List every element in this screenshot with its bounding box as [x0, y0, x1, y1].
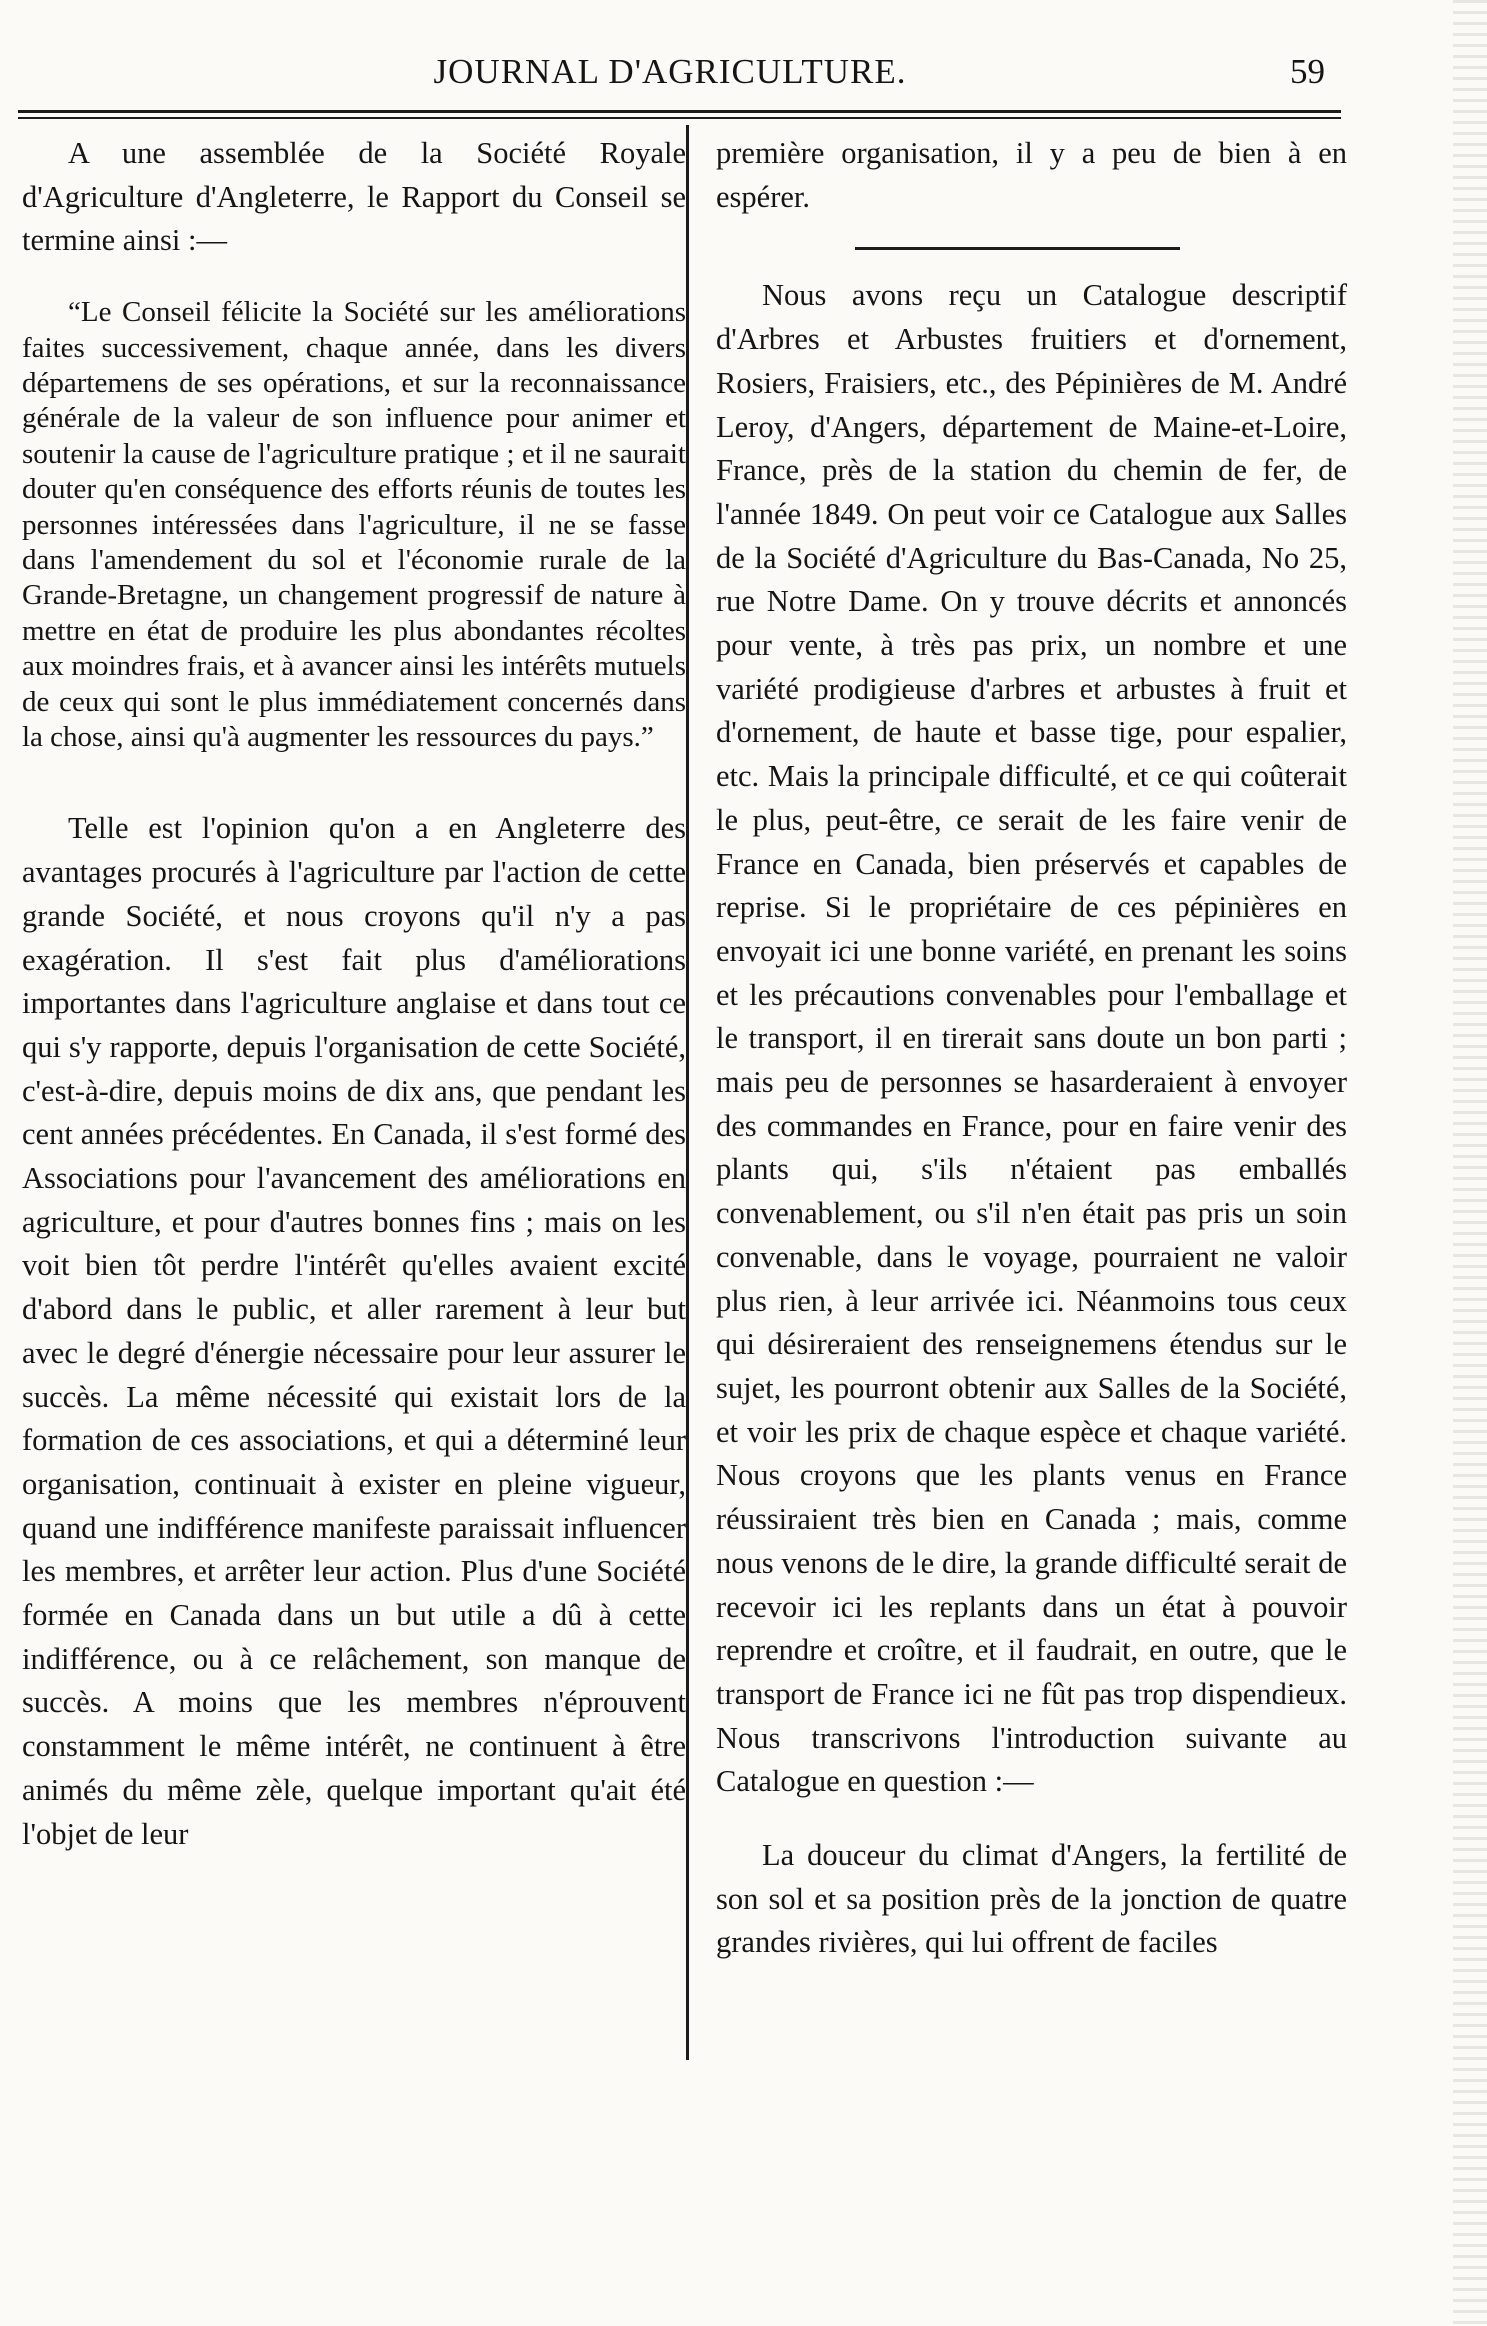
spacer [716, 1804, 1347, 1834]
spacer [22, 755, 686, 807]
continuation-paragraph: première organisation, il y a peu de bien à en espérer. [716, 136, 1347, 214]
spacer [22, 263, 686, 295]
header-rule-thin [18, 117, 1341, 119]
catalogue-excerpt: La douceur du climat d'Angers, la fertilité de son sol et sa position près de la jonction de quatre grandes rivières, qui lui offrent de faciles [716, 1838, 1347, 1960]
page-number: 59 [1290, 52, 1325, 91]
right-column [716, 132, 1347, 1965]
council-quote: “Le Conseil félicite la Société sur les améliorations faites successivement, chaque année, dans les divers départemens de ses opérations, et sur la reconnaissance générale de la valeur de son influence pour animer et soutenir la cause de l'agriculture pratique ; et il ne saurait douter qu'en conséquence des efforts réunis de toutes les personnes intéressées dans l'agriculture, il ne se fasse dans l'amendement du sol et l'économie rurale de la Grande-Bretagne, un changement progressif de nature à mettre en état de produire les plus abondantes récoltes aux moindres frais, et à avancer ainsi les intérêts mutuels de ceux qui sont le plus immédiatement concernés dans la chose, ainsi qu'à augmenter les ressources du pays.” [22, 296, 686, 753]
header-rule-thick [18, 110, 1341, 113]
section-separator [855, 247, 1180, 250]
running-head-title: JOURNAL D'AGRICULTURE. [433, 52, 907, 91]
catalogue-paragraph: Nous avons reçu un Catalogue descriptif d'Arbres et Arbustes fruitiers et d'ornement, Rosiers, Fraisiers, etc., des Pépinières de M. André Leroy, d'Angers, département de Maine-et-Loire, France, près de la station du chemin de fer, de l'année 1849. On peut voir ce Catalogue aux Salles de la Société d'Agriculture du Bas-Canada, No 25, rue Notre Dame. On y trouve décrits et annoncés pour vente, à très pas prix, un nombre et une variété prodigieuse d'arbres et arbustes à fruit et d'ornement, de haute et basse tige, pour espalier, etc. Mais la principale difficulté, et ce qui coûterait le plus, peut-être, ce serait de les faire venir de France en Canada, bien préservés et capables de reprise. Si le propriétaire de ces pépinières en envoyait ici une bonne variété, en prenant les soins et les précautions convenables pour l'emballage et le transport, il en tirerait sans doute un bon parti ; mais peu de personnes se hasarderaient à envoyer des commandes en France, pour en faire venir des plants qui, s'ils n'étaient pas emballés convenablement, ou s'il n'en était pas pris un soin convenable, dans le voyage, pourraient ne valoir plus rien, à leur arrivée ici. Néanmoins tous ceux qui désireraient des renseignemens étendus sur le sujet, les pourront obtenir aux Salles de la Société, et voir les prix de chaque espèce et chaque variété. Nous croyons que les plants venus en France réussiraient très bien en Canada ; mais, comme nous venons de le dire, la grande difficulté serait de recevoir ici les replants dans un état à pouvoir reprendre et croître, et il faudrait, en outre, que le transport de France ici ne fût pas trop dispendieux. Nous transcrivons l'introduction suivante au Catalogue en question :— [716, 278, 1347, 1799]
intro-paragraph: A une assemblée de la Société Royale d'Agriculture d'Angleterre, le Rapport du Conseil se termine ainsi :— [22, 136, 686, 258]
scan-edge-noise [1453, 0, 1487, 2326]
commentary-paragraph: Telle est l'opinion qu'on a en Angleterre des avantages procurés à l'agriculture par l'action de cette grande Société, et nous croyons qu'il n'y a pas exagération. Il s'est fait plus d'améliorations importantes dans l'agriculture anglaise et dans tout ce qui s'y rapporte, depuis l'organisation de cette Société, c'est-à-dire, depuis moins de dix ans, que pendant les cent années précédentes. En Canada, il s'est formé des Associations pour l'avancement des améliorations en agriculture, et pour d'autres bonnes fins ; mais on les voit bien tôt perdre l'intérêt qu'elles avaient excité d'abord dans le public, et aller rarement à leur but avec le degré d'énergie nécessaire pour leur assurer le succès. La même nécessité qui existait lors de la formation de ces associations, et qui a déterminé leur organisation, continuait à exister en pleine vigueur, quand une indifférence manifeste paraissait influencer les membres, et arrêter leur action. Plus d'une Société formée en Canada dans un but utile a dû à cette indifférence, ou à ce relâchement, son manque de succès. A moins que les membres n'éprouvent constamment le même intérêt, ne continuent à être animés du même zèle, quelque important qu'ait été l'objet de leur [22, 811, 686, 1851]
left-column [22, 132, 686, 1856]
column-divider [686, 125, 689, 2060]
